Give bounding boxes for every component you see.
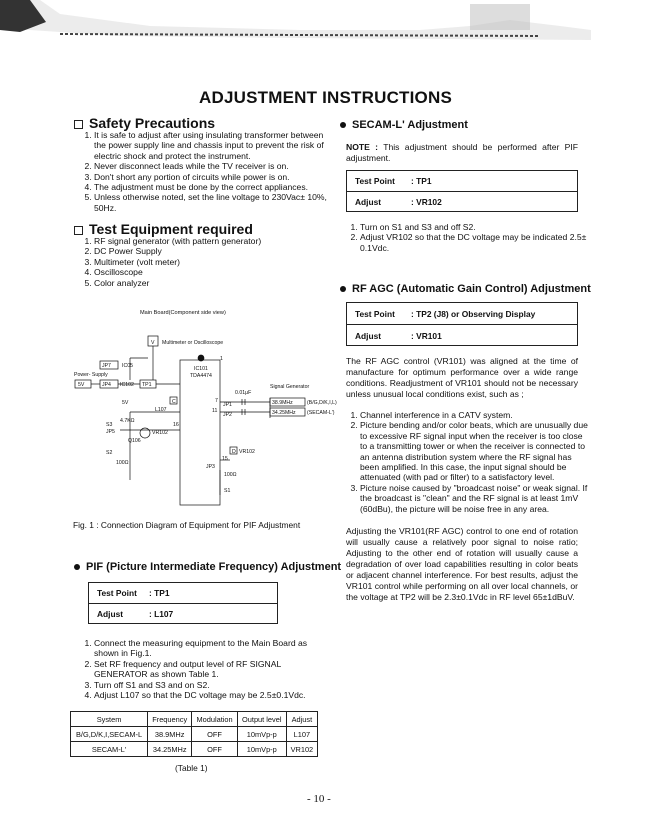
table-cell: 38.9MHz (148, 727, 192, 742)
scan-edge-artifact (0, 0, 591, 44)
secam-steps (346, 222, 592, 253)
signal-generator-label: Signal Generator (270, 384, 310, 390)
checkbox-bullet-icon (74, 120, 83, 129)
list-item: 1. RF signal generator (with pattern generator) (94, 236, 334, 246)
column-header: Adjust (286, 712, 317, 727)
adjust-value: : VR101 (411, 330, 442, 341)
note-label: NOTE : (346, 142, 379, 152)
list-item: 4. Oscilloscope (94, 267, 334, 277)
resistor-100-right-label: 100Ω (224, 472, 237, 478)
connection-diagram (70, 310, 360, 510)
rfagc-heading: RF AGC (Automatic Gain Control) Adjustment (340, 283, 591, 295)
figure-caption: Fig. 1 : Connection Diagram of Equipment for PIF Adjustment (73, 520, 301, 530)
adjust-value: : L107 (149, 609, 174, 619)
bullet-icon (340, 122, 346, 128)
jp4-label: JP4 (102, 382, 111, 388)
list-item: 3. Turn off S1 and S3 and on S2. (94, 680, 334, 690)
rfagc-intro: The RF AGC control (VR101) was aligned at the time of manufacture for optimum performance over a wide range conditions. Readjustment of VR101 should not be necessary unless unusual local conditions exist, such as ; (346, 356, 578, 399)
rfagc-conditions (346, 410, 592, 514)
table-cell: SECAM-L' (71, 742, 148, 757)
power-supply-label: Power- Supply (74, 372, 108, 378)
ic101-part-label: TDA4474 (190, 373, 212, 379)
jp7-label: JP7 (102, 363, 111, 369)
safety-list (80, 130, 334, 213)
secam-note (346, 142, 578, 164)
vr102-right-label: VR102 (239, 449, 255, 455)
freq-38-system-label: (B/G,D/K,I,L) (307, 400, 337, 406)
adjust-label: Adjust (355, 197, 382, 207)
list-item: 2. Picture bending and/or color beats, which are unusually due to excessive RF signal input when the receiver is too close to a transmitting tower or when the receiver is connected to an antenna distribution system where the RF signal has been amplified. In this case, the input signal should be attenuated (with pad or filter) to a satisfactory level. (360, 420, 592, 482)
list-item: 5. Color analyzer (94, 278, 334, 288)
supply-5v-label: 5V (78, 382, 85, 388)
list-item: 2. Set RF frequency and output level of RF SIGNAL GENERATOR as shown Table 1. (94, 659, 334, 680)
list-item: 1. Channel interference in a CATV system. (360, 410, 592, 420)
list-item: 2. DC Power Supply (94, 246, 334, 256)
list-item: 3. Picture noise caused by "broadcast noise" or weak signal. If the broadcast is "clean" and the RF signal is at least 1mV (60dBu), the picture will be noise free in any area. (360, 483, 592, 514)
list-item: 5. Unless otherwise noted, set the line voltage to 230Vac± 10%, 50Hz. (94, 192, 334, 213)
d-mark-label: D (232, 449, 236, 455)
list-item: 2. Adjust VR102 so that the DC voltage may be indicated 2.5± 0.1Vdc. (360, 232, 592, 253)
equipment-list (80, 236, 334, 288)
table-cell: L107 (286, 727, 317, 742)
adjust-label: Adjust (97, 609, 124, 619)
l107-label: L107 (155, 407, 167, 413)
s1-label: S1 (224, 488, 231, 494)
list-item: 1. Turn on S1 and S3 and off S2. (360, 222, 592, 232)
pin-15-label: 15 (222, 456, 228, 462)
equipment-heading: Test Equipment required (74, 221, 253, 237)
freq-34-system-label: (SECAM-L') (307, 410, 335, 416)
table-cell: OFF (192, 727, 238, 742)
board-5v-label: 5V (122, 400, 129, 406)
table-row (71, 742, 318, 757)
table-1 (70, 711, 318, 757)
table-header-row (71, 712, 318, 727)
note-text: This adjustment should be performed after PIF adjustment. (346, 142, 579, 163)
test-point-label: Test Point (97, 588, 137, 598)
table-row (71, 727, 318, 742)
test-point-value: : TP1 (149, 588, 170, 598)
column-header: Modulation (192, 712, 238, 727)
c-mark-label: C (172, 399, 176, 405)
test-point-value: : TP1 (411, 176, 432, 186)
resistor-4k7-label: 4.7KΩ (120, 418, 135, 424)
pif-heading: PIF (Picture Intermediate Frequency) Adjustment (74, 561, 341, 573)
table-cell: VR102 (286, 742, 317, 757)
adjust-value: : VR102 (411, 197, 442, 207)
bullet-icon (340, 286, 346, 292)
rfagc-test-box (346, 302, 578, 346)
jp2-label: JP2 (223, 412, 232, 418)
list-item: 2. Never disconnect leads while the TV receiver is on. (94, 161, 334, 171)
freq-38-label: 38.9MHz (272, 400, 293, 406)
s2-label: S2 (106, 450, 113, 456)
column-header: Output level (237, 712, 286, 727)
rfagc-outro: Adjusting the VR101(RF AGC) control to one end of rotation will usually cause a relatively poor signal to noise ratio; Adjusting to the other end of rotation will usually cause a degradation of over load capabilities resulting in color beats or adjacent channel interference. For best results, adjust the VR101 control while performing on all over local channels, or the voltage at TP2 will be 2.3±0.1Vdc in RF level 65±1dBuV. (346, 526, 578, 602)
ic101-label: IC101 (194, 366, 208, 372)
meter-v-label: V (151, 340, 155, 346)
secam-test-box (346, 170, 578, 212)
test-point-value: : TP2 (J8) or Observing Display (411, 308, 536, 319)
ic05-label: IC05 (122, 363, 133, 369)
bullet-icon (74, 564, 80, 570)
list-item: 3. Don't short any portion of circuits while power is on. (94, 172, 334, 182)
table-caption: (Table 1) (175, 763, 208, 773)
pin-16-label: 16 (173, 422, 179, 428)
test-point-label: Test Point (355, 176, 395, 186)
table-cell: B/G,D/K,I,SECAM-L (71, 727, 148, 742)
pin-1-label: 1 (220, 356, 223, 362)
q106-label: Q106 (128, 438, 141, 444)
list-item: 4. Adjust L107 so that the DC voltage may be 2.5±0.1Vdc. (94, 690, 334, 700)
s3-label: S3 (106, 422, 113, 428)
tp1-label: TP1 (142, 382, 152, 388)
test-point-label: Test Point (355, 308, 395, 319)
table-cell: 34.25MHz (148, 742, 192, 757)
pif-steps (80, 638, 334, 700)
column-header: Frequency (148, 712, 192, 727)
page-title: ADJUSTMENT INSTRUCTIONS (199, 88, 452, 107)
capacitor-label: 0.01μF (235, 390, 252, 396)
pin-11-label: 11 (212, 408, 218, 414)
pif-test-box (88, 582, 278, 624)
table-cell: 10mVp-p (237, 742, 286, 757)
table-cell: OFF (192, 742, 238, 757)
list-item: 1. It is safe to adjust after using insulating transformer between the power supply line and chassis input to prevent the risk of electric shock and protect the instrument. (94, 130, 334, 161)
pin-7-label: 7 (215, 398, 218, 404)
freq-34-label: 34.25MHz (272, 410, 296, 416)
safety-heading: Safety Precautions (74, 115, 215, 131)
list-item: 4. The adjustment must be done by the correct appliances. (94, 182, 334, 192)
resistor-100-left-label: 100Ω (116, 460, 129, 466)
page-number: - 10 - (307, 793, 331, 805)
diagram-title: Main Board(Component side view) (140, 310, 226, 316)
list-item: 3. Multimeter (volt meter) (94, 257, 334, 267)
list-item: 1. Connect the measuring equipment to the Main Board as shown in Fig.1. (94, 638, 334, 659)
jp5-label: JP5 (106, 429, 115, 435)
vr102-left-label: VR102 (152, 430, 168, 436)
jp1-label: JP1 (223, 402, 232, 408)
column-header: System (71, 712, 148, 727)
jp3-label: JP3 (206, 464, 215, 470)
secam-heading: SECAM-L' Adjustment (340, 119, 468, 131)
adjust-label: Adjust (355, 330, 382, 341)
meter-label: Multimeter or Oscilloscope (162, 340, 224, 346)
checkbox-bullet-icon (74, 226, 83, 235)
table-cell: 10mVp-p (237, 727, 286, 742)
ic102-label: IC102 (120, 382, 134, 388)
